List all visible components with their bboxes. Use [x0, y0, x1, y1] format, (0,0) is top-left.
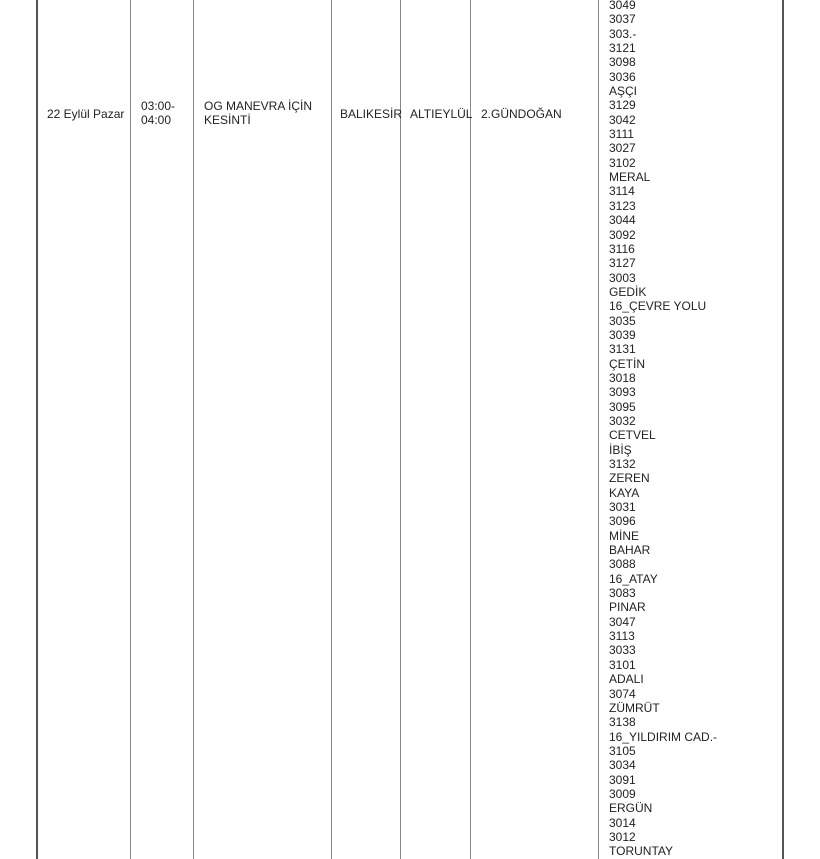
street-item: 16_ÇEVRE YOLU — [609, 299, 707, 314]
street-item: 3111 — [609, 127, 634, 142]
street-item: 3127 — [609, 256, 636, 271]
street-item: 3014 — [609, 815, 636, 830]
street-item: 3121 — [609, 41, 636, 56]
street-item: BAHAR — [609, 543, 651, 558]
street-item: 3088 — [609, 557, 636, 572]
street-item: 3039 — [609, 327, 636, 342]
street-item: 3012 — [609, 829, 636, 844]
column-divider — [130, 0, 131, 859]
reason-line: OG MANEVRA İÇİN — [204, 99, 313, 113]
street-item: 3131 — [609, 342, 636, 357]
column-divider — [400, 0, 401, 859]
street-item: 3032 — [609, 413, 636, 428]
time-end: 04:00 — [141, 113, 172, 128]
street-list — [609, 0, 717, 859]
street-item: TORUNTAY — [609, 844, 674, 859]
street-item: ZEREN — [609, 471, 650, 486]
district-cell: ALTIEYLÜL — [410, 107, 473, 121]
time-cell — [141, 99, 175, 128]
street-item: 3037 — [609, 12, 636, 27]
street-item: 3113 — [609, 629, 635, 644]
street-item: PINAR — [609, 600, 646, 615]
street-item: 3047 — [609, 614, 636, 629]
street-item: 16_ATAY — [609, 571, 658, 586]
street-item: MİNE — [609, 528, 639, 543]
street-item: 3031 — [609, 500, 636, 515]
table-border-right — [782, 0, 784, 859]
province-cell: BALIKESİR — [340, 107, 403, 121]
street-item: 3116 — [609, 241, 635, 256]
street-item: 3105 — [609, 743, 636, 758]
street-item: AŞÇI — [609, 84, 638, 99]
column-divider — [470, 0, 471, 859]
street-item: 3018 — [609, 370, 636, 385]
street-item: 3129 — [609, 98, 636, 113]
street-item: 3132 — [609, 457, 636, 471]
street-item: ÇETİN — [609, 356, 645, 371]
street-item: ADALI — [609, 672, 644, 687]
column-divider — [598, 0, 599, 859]
street-item: 3042 — [609, 112, 636, 127]
street-item: 3035 — [609, 313, 636, 328]
street-item: 3034 — [609, 758, 636, 773]
street-item: 3093 — [609, 385, 636, 400]
street-item: 3095 — [609, 399, 636, 414]
street-item: MERAL — [609, 170, 651, 185]
column-divider — [331, 0, 332, 859]
street-item: 3009 — [609, 786, 636, 801]
street-item: 16_YILDIRIM CAD.- — [609, 729, 718, 744]
street-item: ERGÜN — [609, 801, 653, 816]
street-item: ZÜMRÜT — [609, 700, 660, 715]
street-item: 3027 — [609, 141, 636, 156]
street-item: 3098 — [609, 55, 636, 70]
street-item: 3033 — [609, 643, 636, 658]
street-item: 3138 — [609, 715, 636, 730]
time-start: 03:00- — [141, 99, 176, 113]
reason-line: KESİNTİ — [204, 113, 251, 128]
column-divider — [193, 0, 194, 859]
street-item: 3044 — [609, 213, 636, 228]
street-item: KAYA — [609, 485, 640, 500]
street-item: CETVEL — [609, 428, 656, 443]
street-item: 3003 — [609, 270, 636, 285]
reason-cell — [204, 99, 312, 128]
street-item: İBİŞ — [609, 442, 632, 457]
street-item: 3049 — [609, 0, 636, 12]
street-item: 3102 — [609, 155, 636, 170]
street-item: 3091 — [609, 772, 636, 787]
street-item: 3092 — [609, 227, 636, 242]
street-item: GEDİK — [609, 284, 647, 299]
street-item: 3101 — [609, 657, 636, 672]
street-item: 3114 — [609, 184, 635, 199]
street-item: 3083 — [609, 586, 636, 601]
street-item: 3123 — [609, 198, 636, 213]
street-item: 3074 — [609, 686, 636, 701]
street-item: 3036 — [609, 69, 636, 84]
date-cell: 22 Eylül Pazar — [47, 107, 125, 121]
street-item: 303.- — [609, 26, 637, 41]
street-item: 3096 — [609, 514, 636, 529]
table-border-left — [36, 0, 38, 859]
neighborhood-cell: 2.GÜNDOĞAN — [481, 107, 562, 121]
